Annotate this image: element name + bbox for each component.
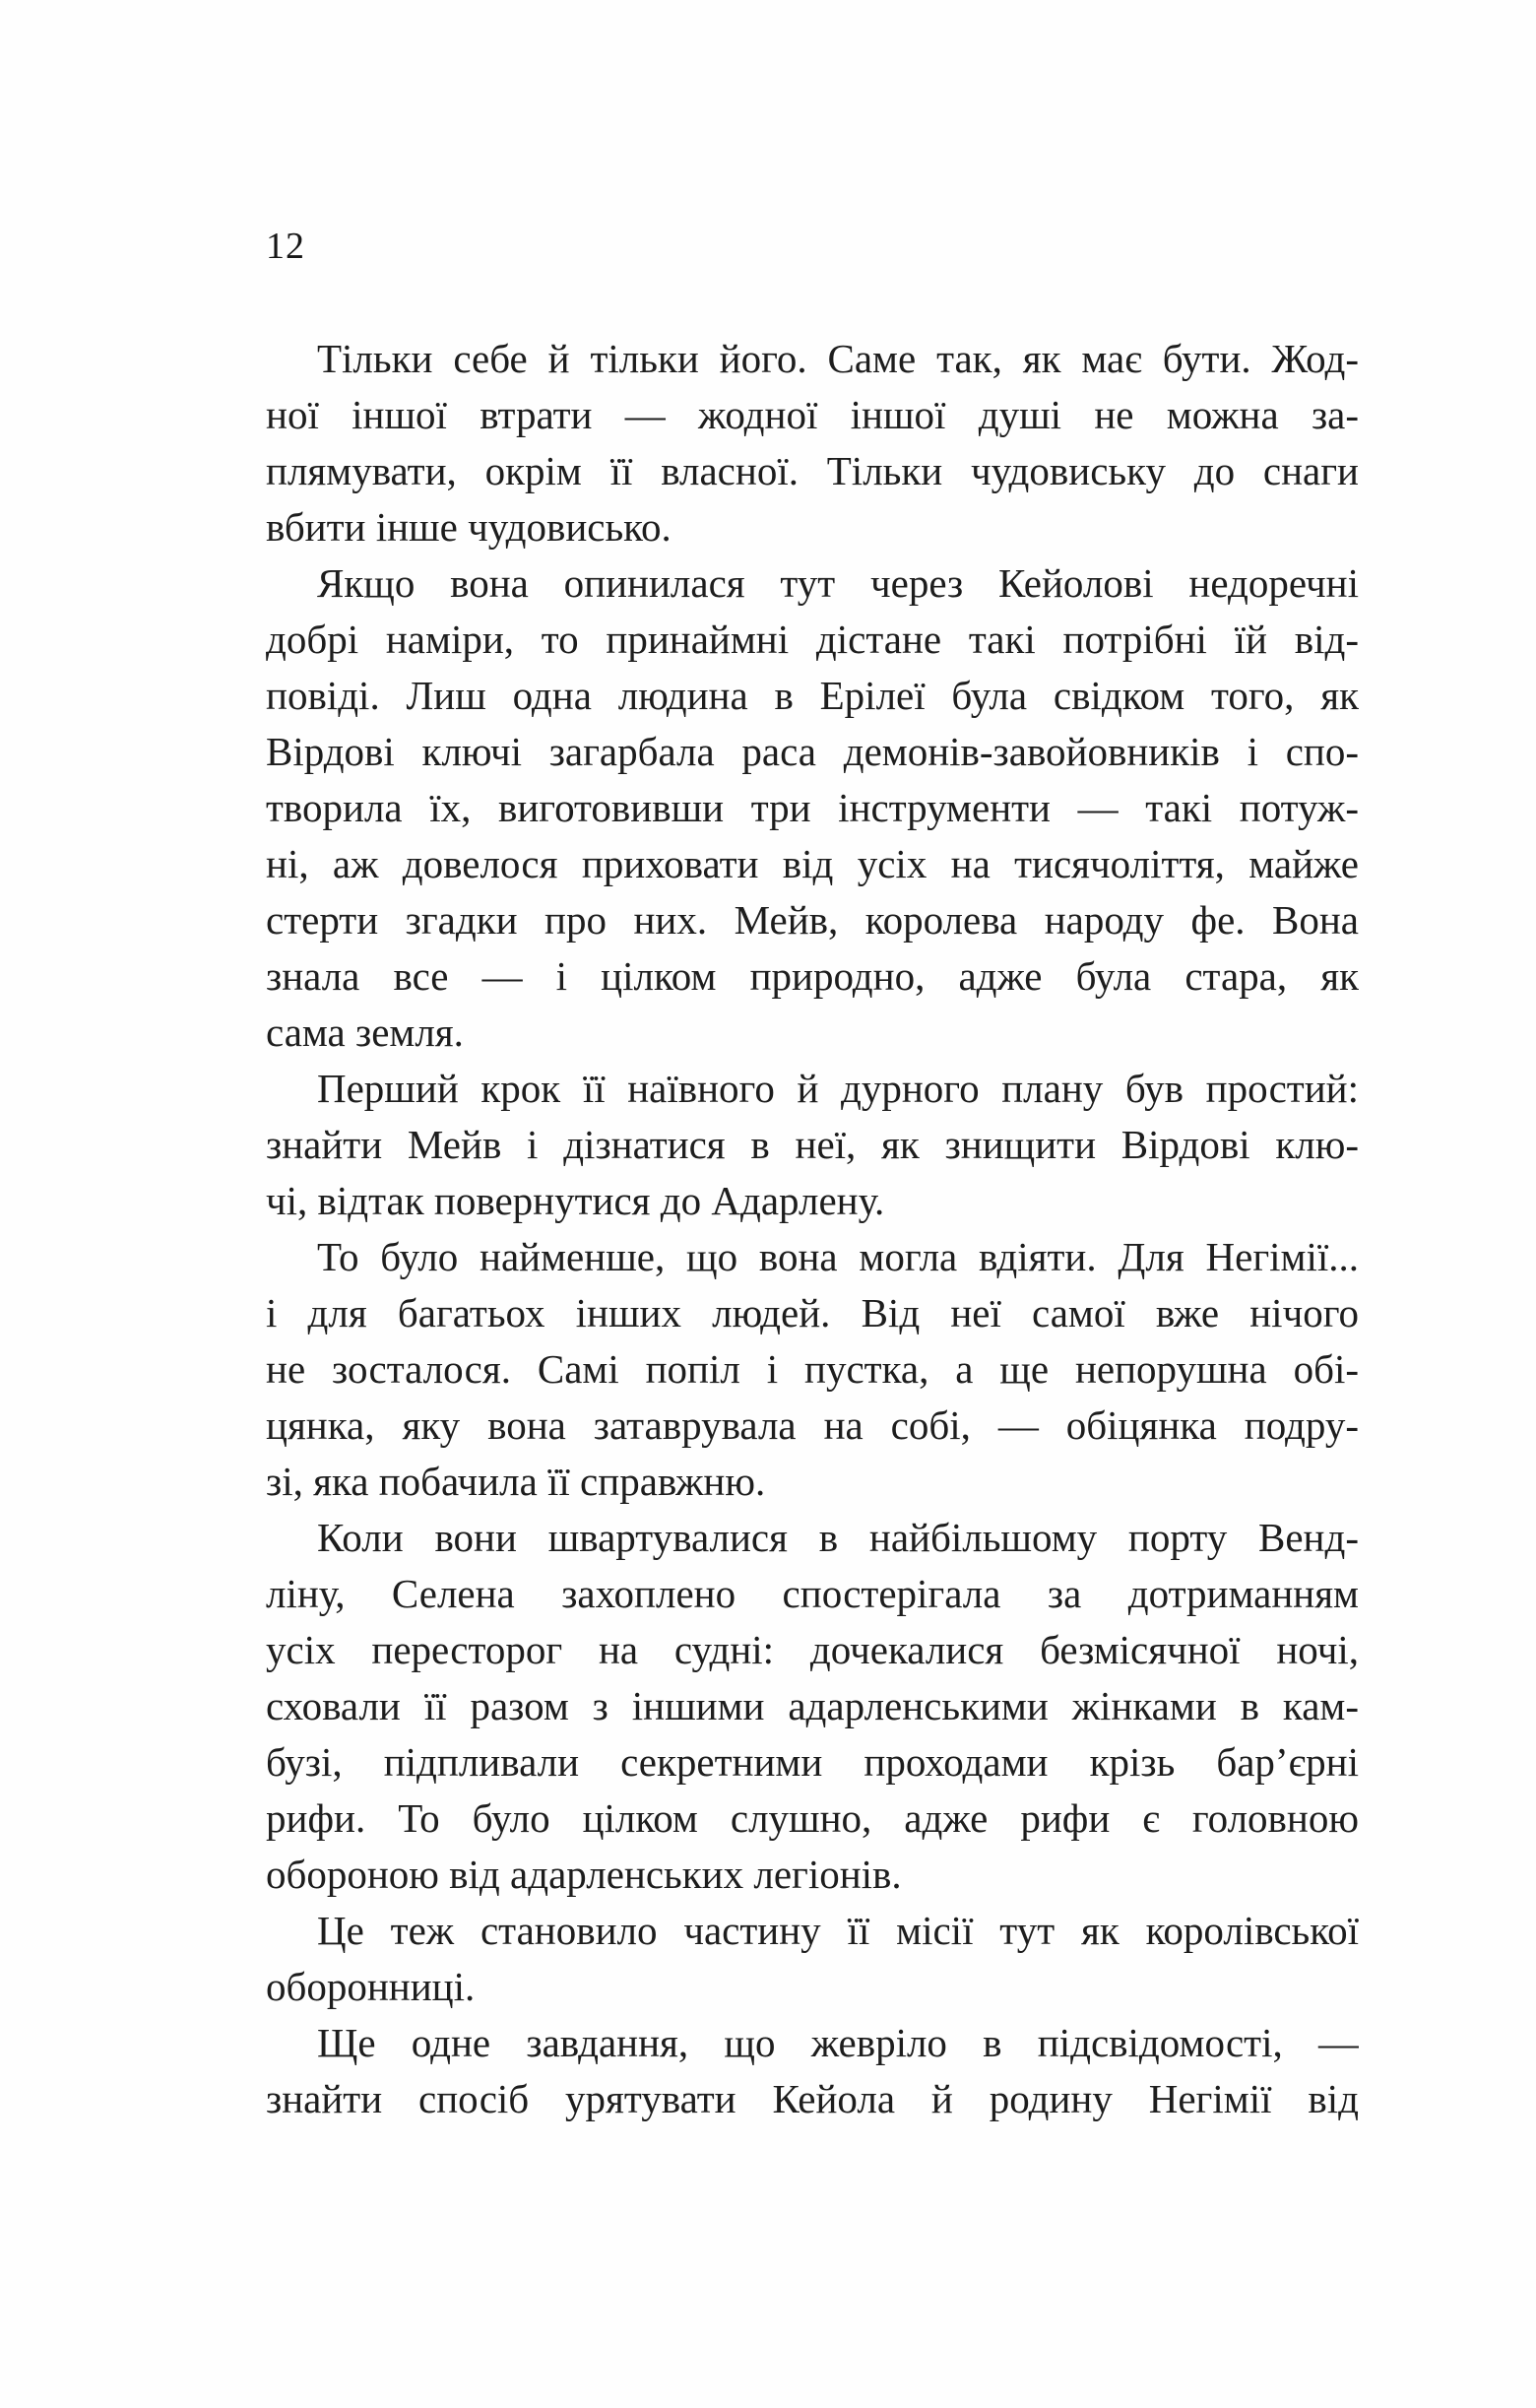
text-line: знайти спосіб урятувати Кейола й родину Негімії від [266, 2076, 1359, 2121]
text-line: обороною від адарленських легіонів. [266, 1852, 902, 1897]
page-number: 12 [266, 226, 305, 267]
text-line: творила їх, виготовивши три інструменти — такі потуж- [266, 785, 1359, 830]
text-line: стерти згадки про них. Мейв, королева народу фе. Вона [266, 897, 1359, 943]
text-line: зі, яка побачила її справжню. [266, 1459, 766, 1504]
text-line: ліну, Селена захоплено спостерігала за дотриманням [266, 1571, 1359, 1616]
text-line: знайти Мейв і дізнатися в неї, як знищити Вірдові клю- [266, 1122, 1359, 1167]
page-text-block [266, 331, 1359, 2127]
text-line: То було найменше, що вона могла вдіяти. Для Негімії... [317, 1234, 1359, 1279]
text-line: і для багатьох інших людей. Від неї самої вже нічого [266, 1290, 1359, 1335]
text-line: Якщо вона опинилася тут через Кейолові недоречні [317, 560, 1359, 606]
text-line: Ще одне завдання, що жевріло в підсвідомості, — [317, 2020, 1359, 2065]
text-line: Тільки себе й тільки його. Саме так, як має бути. Жод- [317, 336, 1359, 381]
text-line: не зосталося. Самі попіл і пустка, а ще непорушна обі- [266, 1346, 1359, 1392]
text-line: сховали її разом з іншими адарленськими жінками в кам- [266, 1683, 1359, 1728]
text-line: бузі, підпливали секретними проходами крізь бар’єрні [266, 1739, 1359, 1785]
text-line: сама земля. [266, 1009, 464, 1055]
text-line: ної іншої втрати — жодної іншої душі не можна за- [266, 392, 1359, 437]
text-line: усіх пересторог на судні: дочекалися безмісячної ночі, [266, 1627, 1359, 1672]
text-line: вбити інше чудовисько. [266, 504, 672, 550]
text-line: Коли вони швартувалися в найбільшому порту Венд- [317, 1515, 1359, 1560]
text-line: ні, аж довелося приховати від усіх на тисячоліття, майже [266, 841, 1359, 886]
text-line: повіді. Лиш одна людина в Ерілеї була свідком того, як [266, 673, 1359, 718]
text-line: чі, відтак повернутися до Адарлену. [266, 1178, 885, 1223]
text-line: знала все — і цілком природно, адже була стара, як [266, 953, 1359, 999]
text-line: плямувати, окрім її власної. Тільки чудовиську до снаги [266, 448, 1359, 493]
text-line: Перший крок її наївного й дурного плану був простий: [317, 1066, 1359, 1111]
text-line: Це теж становило частину її місії тут як королівської [317, 1908, 1359, 1953]
text-line: рифи. То було цілком слушно, адже рифи є головною [266, 1795, 1359, 1841]
text-line: цянка, яку вона затаврувала на собі, — обіцянка подру- [266, 1402, 1359, 1448]
text-line: оборонниці. [266, 1964, 476, 2009]
text-line: Вірдові ключі загарбала раса демонів-завойовників і спо- [266, 729, 1359, 774]
text-line: добрі наміри, то принаймні дістане такі потрібні їй від- [266, 617, 1359, 662]
